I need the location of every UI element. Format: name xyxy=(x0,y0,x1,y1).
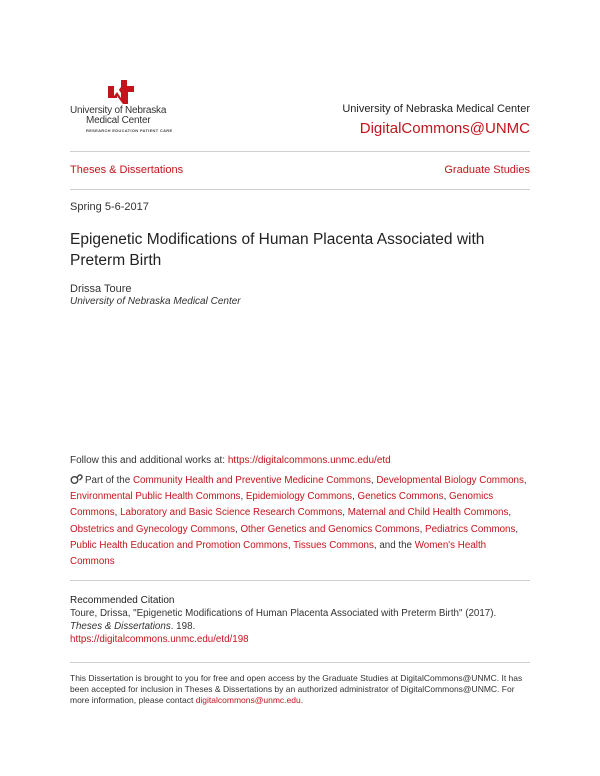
author-affiliation: University of Nebraska Medical Center xyxy=(70,296,241,307)
commons-link[interactable]: Obstetrics and Gynecology Commons xyxy=(70,523,235,535)
commons-link[interactable]: Developmental Biology Commons xyxy=(376,475,524,486)
commons-link[interactable]: Genomics Commons xyxy=(70,491,494,519)
commons-link[interactable]: Women's Health Commons xyxy=(70,539,487,568)
nebraska-n-icon xyxy=(108,78,134,106)
follow-prefix: Follow this and additional works at: xyxy=(70,455,228,466)
footer-divider xyxy=(70,662,530,663)
citation-series: Theses & Dissertations xyxy=(70,621,171,632)
citation-heading: Recommended Citation xyxy=(70,595,175,606)
publication-date: Spring 5-6-2017 xyxy=(70,201,149,213)
commons-link[interactable]: Community Health and Preventive Medicine Commons xyxy=(132,475,371,486)
citation-divider xyxy=(70,580,530,581)
commons-conjunction: , and the xyxy=(373,539,415,551)
citation-body xyxy=(70,607,530,646)
open-access-icon xyxy=(70,473,83,485)
part-of-paragraph xyxy=(70,473,530,570)
logo-line-1: University of Nebraska xyxy=(70,105,167,116)
commons-link[interactable]: Genetics Commons xyxy=(357,491,444,503)
footer-text: This Dissertation is brought to you for free and open access by the Graduate Studies at DigitalCommons@UNMC. It has been accepted for inclusion in Theses & Dissertations by an authorized administrator of DigitalCommons@UNMC. For more information, please contact xyxy=(70,673,523,705)
commons-link[interactable]: Epidemiology Commons xyxy=(245,491,353,503)
header-divider xyxy=(70,151,530,152)
document-title: Epigenetic Modifications of Human Placenta Associated with Preterm Birth xyxy=(70,231,485,269)
collection-link[interactable]: Theses & Dissertations xyxy=(70,164,184,176)
department-link[interactable]: Graduate Studies xyxy=(444,164,530,176)
follow-line xyxy=(70,455,391,467)
commons-link[interactable]: Public Health Education and Promotion Commons xyxy=(70,539,288,551)
commons-link[interactable]: Pediatrics Commons xyxy=(425,523,516,535)
part-of-prefix: Part of the xyxy=(85,475,133,486)
author-name: Drissa Toure xyxy=(70,283,132,295)
logo-tagline: RESEARCH EDUCATION PATIENT CARE xyxy=(86,128,173,133)
footer-notice xyxy=(70,673,530,706)
follow-url[interactable]: https://digitalcommons.unmc.edu/etd xyxy=(227,455,391,466)
citation-text: Toure, Drissa, "Epigenetic Modifications of Human Placenta Associated with Preterm Birth" (2017). xyxy=(70,608,497,619)
contact-email-link[interactable]: digitalcommons@unmc.edu xyxy=(195,695,301,705)
logo-line-2: Medical Center xyxy=(86,115,151,126)
commons-link[interactable]: Maternal and Child Health Commons xyxy=(347,507,509,519)
footer-end: . xyxy=(300,695,304,705)
commons-list: Community Health and Preventive Medicine Commons, Developmental Biology Commons, Environmental Public Health Commons, Epidemiology Commons, Genetics Commons, Genomics Commons, Laboratory and Basic Science Research Commons, Maternal and Child Health Commons, Obstetrics and Gynecology Commons, Other Genetics and Genomics Commons, Pediatrics Commons, Public Health Education and Promotion Commons, Tissues Commons, and the Women's Health Commons xyxy=(70,475,527,568)
commons-link[interactable]: Tissues Commons xyxy=(293,539,374,551)
citation-series-line xyxy=(70,620,530,633)
repository-link[interactable]: DigitalCommons@UNMC xyxy=(359,120,530,137)
institution-name: University of Nebraska Medical Center xyxy=(342,103,530,115)
nav-divider xyxy=(70,189,530,190)
commons-link[interactable]: Other Genetics and Genomics Commons xyxy=(240,523,420,535)
commons-link[interactable]: Environmental Public Health Commons xyxy=(70,491,241,503)
citation-url[interactable]: https://digitalcommons.unmc.edu/etd/198 xyxy=(70,634,249,645)
commons-link[interactable]: Laboratory and Basic Science Research Commons xyxy=(120,507,343,519)
citation-number: . 198. xyxy=(170,621,196,632)
